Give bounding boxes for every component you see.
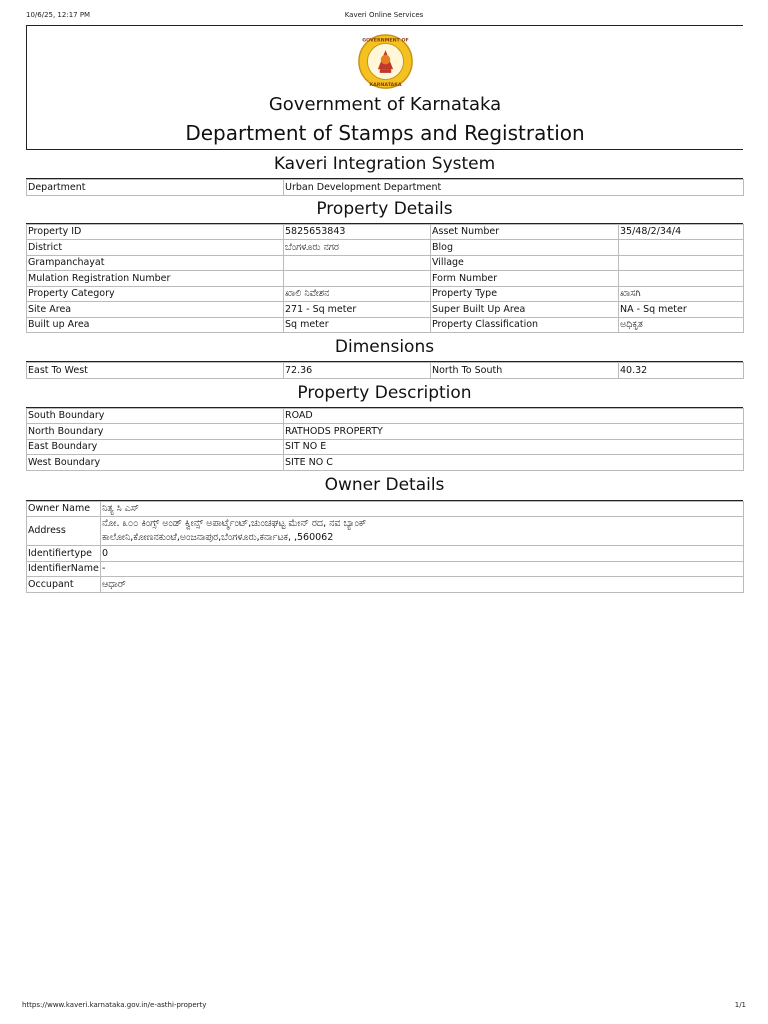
dimensions-table <box>26 362 744 379</box>
field-label: East To West <box>27 363 284 379</box>
owner-details-table <box>26 501 744 593</box>
department-value: Urban Development Department <box>284 180 744 196</box>
print-header <box>0 11 768 23</box>
field-label: Asset Number <box>431 224 619 240</box>
field-label: Property Category <box>27 286 284 302</box>
field-label: Village <box>431 255 619 271</box>
property-description-title: Property Description <box>26 379 743 408</box>
table-row <box>27 439 744 455</box>
page-number: 1/1 <box>734 1001 746 1009</box>
table-row <box>27 363 744 379</box>
table-row <box>27 546 744 562</box>
field-value: 271 - Sq meter <box>284 302 431 318</box>
address-label: Address <box>27 517 101 546</box>
table-row <box>27 424 744 440</box>
print-title: Kaveri Online Services <box>344 11 424 19</box>
table-row <box>27 317 744 333</box>
field-value <box>284 271 431 287</box>
field-label: North Boundary <box>27 424 284 440</box>
field-value: SITE NO C <box>284 455 744 471</box>
field-value: ಅಧಿಕೃತ <box>619 317 744 333</box>
field-value <box>619 271 744 287</box>
header-box <box>26 25 743 150</box>
field-label: Site Area <box>27 302 284 318</box>
field-value: ROAD <box>284 408 744 424</box>
field-label: District <box>27 240 284 256</box>
field-value: NA - Sq meter <box>619 302 744 318</box>
print-footer <box>0 1001 768 1013</box>
emblem-top-text: GOVERNMENT OF <box>362 38 409 44</box>
occupant-label: Occupant <box>27 577 101 593</box>
dimensions-title: Dimensions <box>26 333 743 362</box>
field-label: North To South <box>431 363 619 379</box>
occupant-value: ಆಧಾರ್ <box>101 577 744 593</box>
field-value: ಖಾಲಿ ನಿವೇಶನ <box>284 286 431 302</box>
government-title: Government of Karnataka <box>268 94 502 115</box>
department-label: Department <box>27 180 284 196</box>
field-value: ಖಾಸಗಿ <box>619 286 744 302</box>
owner-details-title: Owner Details <box>26 471 743 501</box>
address-value <box>101 517 744 546</box>
field-value: 72.36 <box>284 363 431 379</box>
field-label: East Boundary <box>27 439 284 455</box>
identifiername-label: IdentifierName <box>27 561 101 577</box>
table-row <box>27 255 744 271</box>
field-label: Form Number <box>431 271 619 287</box>
field-label: Built up Area <box>27 317 284 333</box>
emblem-bottom-text: KARNATAKA <box>369 83 402 89</box>
field-value: 5825653843 <box>284 224 431 240</box>
table-row <box>27 224 744 240</box>
field-label: Blog <box>431 240 619 256</box>
field-value: Sq meter <box>284 317 431 333</box>
document-frame <box>26 25 743 593</box>
system-title: Kaveri Integration System <box>26 150 743 179</box>
department-title: Department of Stamps and Registration <box>185 121 585 145</box>
table-row <box>27 271 744 287</box>
table-row <box>27 302 744 318</box>
identifiername-value: - <box>101 561 744 577</box>
table-row <box>27 577 744 593</box>
address-line-1: ನೋ. ೩೦೦ ಕಿಂಗ್ಸ್ ಅಂಡ್ ಕ್ವೀನ್ಸ್ ಅಪಾರ್ಟ್ಮೆಂಟ್,ಚುಂಚಘಟ್ಟ ಮೇನ್ ರದ, ನವ ಬ್ಯಾಂಕ್ <box>102 518 367 529</box>
table-row <box>27 517 744 546</box>
karnataka-emblem-icon <box>357 33 414 90</box>
identifiertype-value: 0 <box>101 546 744 562</box>
field-value: 35/48/2/34/4 <box>619 224 744 240</box>
owner-name-label: Owner Name <box>27 501 101 517</box>
property-details-table <box>26 224 744 334</box>
field-value <box>284 255 431 271</box>
property-description-table <box>26 408 744 471</box>
department-table <box>26 179 744 196</box>
table-row <box>27 455 744 471</box>
field-label: Mulation Registration Number <box>27 271 284 287</box>
field-label: Super Built Up Area <box>431 302 619 318</box>
table-row <box>27 408 744 424</box>
field-label: West Boundary <box>27 455 284 471</box>
table-row <box>27 501 744 517</box>
field-value <box>619 240 744 256</box>
field-value: RATHODS PROPERTY <box>284 424 744 440</box>
field-label: Property Type <box>431 286 619 302</box>
table-row <box>27 561 744 577</box>
field-value: ಬೆಂಗಳೂರು ನಗರ <box>284 240 431 256</box>
field-value: SIT NO E <box>284 439 744 455</box>
table-row <box>27 286 744 302</box>
field-label: Property ID <box>27 224 284 240</box>
print-url: https://www.kaveri.karnataka.gov.in/e-asthi-property <box>22 1001 207 1009</box>
owner-name-value: ನಿತ್ಯ ಸಿ ಎಸ್ <box>101 501 744 517</box>
identifiertype-label: Identifiertype <box>27 546 101 562</box>
table-row <box>27 180 744 196</box>
field-label: South Boundary <box>27 408 284 424</box>
field-value <box>619 255 744 271</box>
field-value: 40.32 <box>619 363 744 379</box>
field-label: Grampanchayat <box>27 255 284 271</box>
field-label: Property Classification <box>431 317 619 333</box>
property-details-title: Property Details <box>26 196 743 224</box>
table-row <box>27 240 744 256</box>
address-line-2: ಕಾಲೋನಿ,ಕೋಣನಕುಂಟೆ,ಅಂಜನಾಪುರ,ಬೆಂಗಳೂರು,ಕರ್ನಾಟಕ, ,560062 <box>102 532 334 543</box>
print-datetime: 10/6/25, 12:17 PM <box>26 11 91 19</box>
